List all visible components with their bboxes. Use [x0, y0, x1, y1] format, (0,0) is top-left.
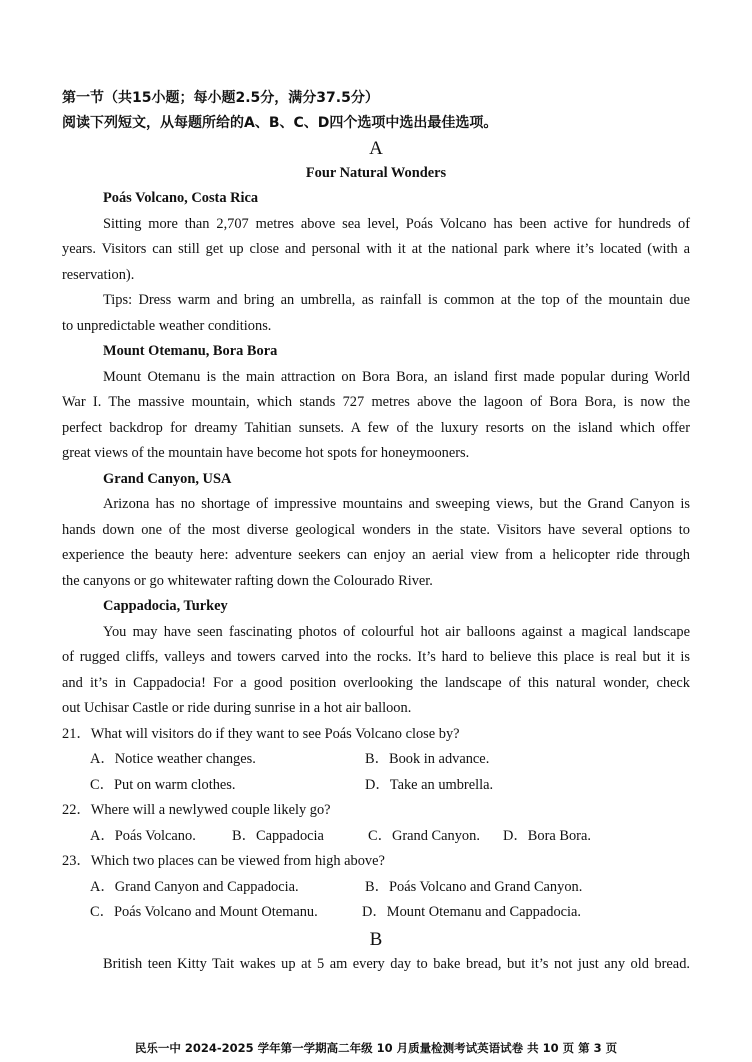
cappadocia-heading: Cappadocia, Turkey [103, 598, 228, 614]
canyon-p1-line1: Arizona has no shortage of impressive mountains and sweeping views, but the Grand Canyon is [103, 496, 690, 512]
canyon-p1-line4: the canyons or go whitewater rafting down the Colourado River. [62, 573, 433, 589]
canyon-heading: Grand Canyon, USA [103, 471, 232, 487]
question-21-option-d: D．Take an umbrella. [365, 777, 494, 793]
passage-a-letter: A [369, 138, 383, 159]
cappadocia-p1-line4: out Uchisar Castle or ride during sunrise in a hot air balloon. [62, 700, 412, 716]
question-22-option-b: B．Cappadocia [232, 828, 324, 844]
passage-b-letter: B [369, 929, 383, 950]
section-header: 第一节（共15小题；每小题2.5分，满分37.5分） [62, 90, 379, 106]
cappadocia-p1-line2: of rugged cliffs, valleys and towers carved into the rocks. It’s hard to believe this place is real but it is [62, 649, 690, 665]
poas-p2-line2: to unpredictable weather conditions. [62, 318, 272, 334]
otemanu-p1-line3: perfect backdrop for dreamy Tahitian sunsets. A few of the luxury resorts on the island which offer [62, 420, 690, 436]
question-22-option-a: A．Poás Volcano. [90, 828, 196, 844]
question-21-option-c: C．Put on warm clothes. [90, 777, 236, 793]
question-23-stem: 23．Which two places can be viewed from high above? [62, 853, 385, 869]
question-21-stem: 21．What will visitors do if they want to see Poás Volcano close by? [62, 726, 460, 742]
page-footer: 民乐一中 2024-2025 学年第一学期高二年级 10 月质量检测考试英语试卷 共 10 页 第 3 页 [134, 1041, 618, 1055]
poas-p1-line3: reservation). [62, 267, 135, 283]
otemanu-heading: Mount Otemanu, Bora Bora [103, 343, 278, 359]
cappadocia-p1-line1: You may have seen fascinating photos of colourful hot air balloons against a magical landscape [103, 624, 690, 640]
poas-p1-line1: Sitting more than 2,707 metres above sea level, Poás Volcano has been active for hundreds of [103, 216, 690, 232]
poas-p2-line1: Tips: Dress warm and bring an umbrella, as rainfall is common at the top of the mountain due [103, 292, 690, 308]
question-23-option-c: C．Poás Volcano and Mount Otemanu. [90, 904, 318, 920]
section-instruction: 阅读下列短文，从每题所给的A、B、C、D四个选项中选出最佳选项。 [62, 115, 498, 131]
question-22-stem: 22．Where will a newlywed couple likely go? [62, 802, 331, 818]
otemanu-p1-line2: War I. The massive mountain, which stands 727 metres above the lagoon of Bora Bora, is now the [62, 394, 690, 410]
cappadocia-p1-line3: and it’s in Cappadocia! For a good position overlooking the landscape of this natural wonder, check [62, 675, 690, 691]
question-21-option-b: B．Book in advance. [365, 751, 490, 767]
question-23-option-b: B．Poás Volcano and Grand Canyon. [365, 879, 583, 895]
question-22-option-d: D．Bora Bora. [503, 828, 591, 844]
question-23-option-d: D．Mount Otemanu and Cappadocia. [362, 904, 582, 920]
question-22-option-c: C．Grand Canyon. [368, 828, 480, 844]
canyon-p1-line2: hands down one of the most diverse geological wonders in the state. Visitors have several options to [62, 522, 690, 538]
otemanu-p1-line4: great views of the mountain have become hot spots for honeymooners. [62, 445, 470, 461]
otemanu-p1-line1: Mount Otemanu is the main attraction on Bora Bora, an island first made popular during World [103, 369, 690, 385]
canyon-p1-line3: experience the beauty here: adventure seekers can enjoy an aerial view from a helicopter ride through [62, 547, 690, 563]
poas-p1-line2: years. Visitors can still get up close and personal with it at the national park where it’s located (with a [62, 241, 690, 257]
question-21-option-a: A．Notice weather changes. [90, 751, 256, 767]
passage-b-first-line: British teen Kitty Tait wakes up at 5 am every day to bake bread, but it’s not just any old bread. [103, 956, 690, 972]
passage-a-title: Four Natural Wonders [305, 165, 447, 181]
question-23-option-a: A．Grand Canyon and Cappadocia. [90, 879, 299, 895]
poas-heading: Poás Volcano, Costa Rica [103, 190, 259, 206]
